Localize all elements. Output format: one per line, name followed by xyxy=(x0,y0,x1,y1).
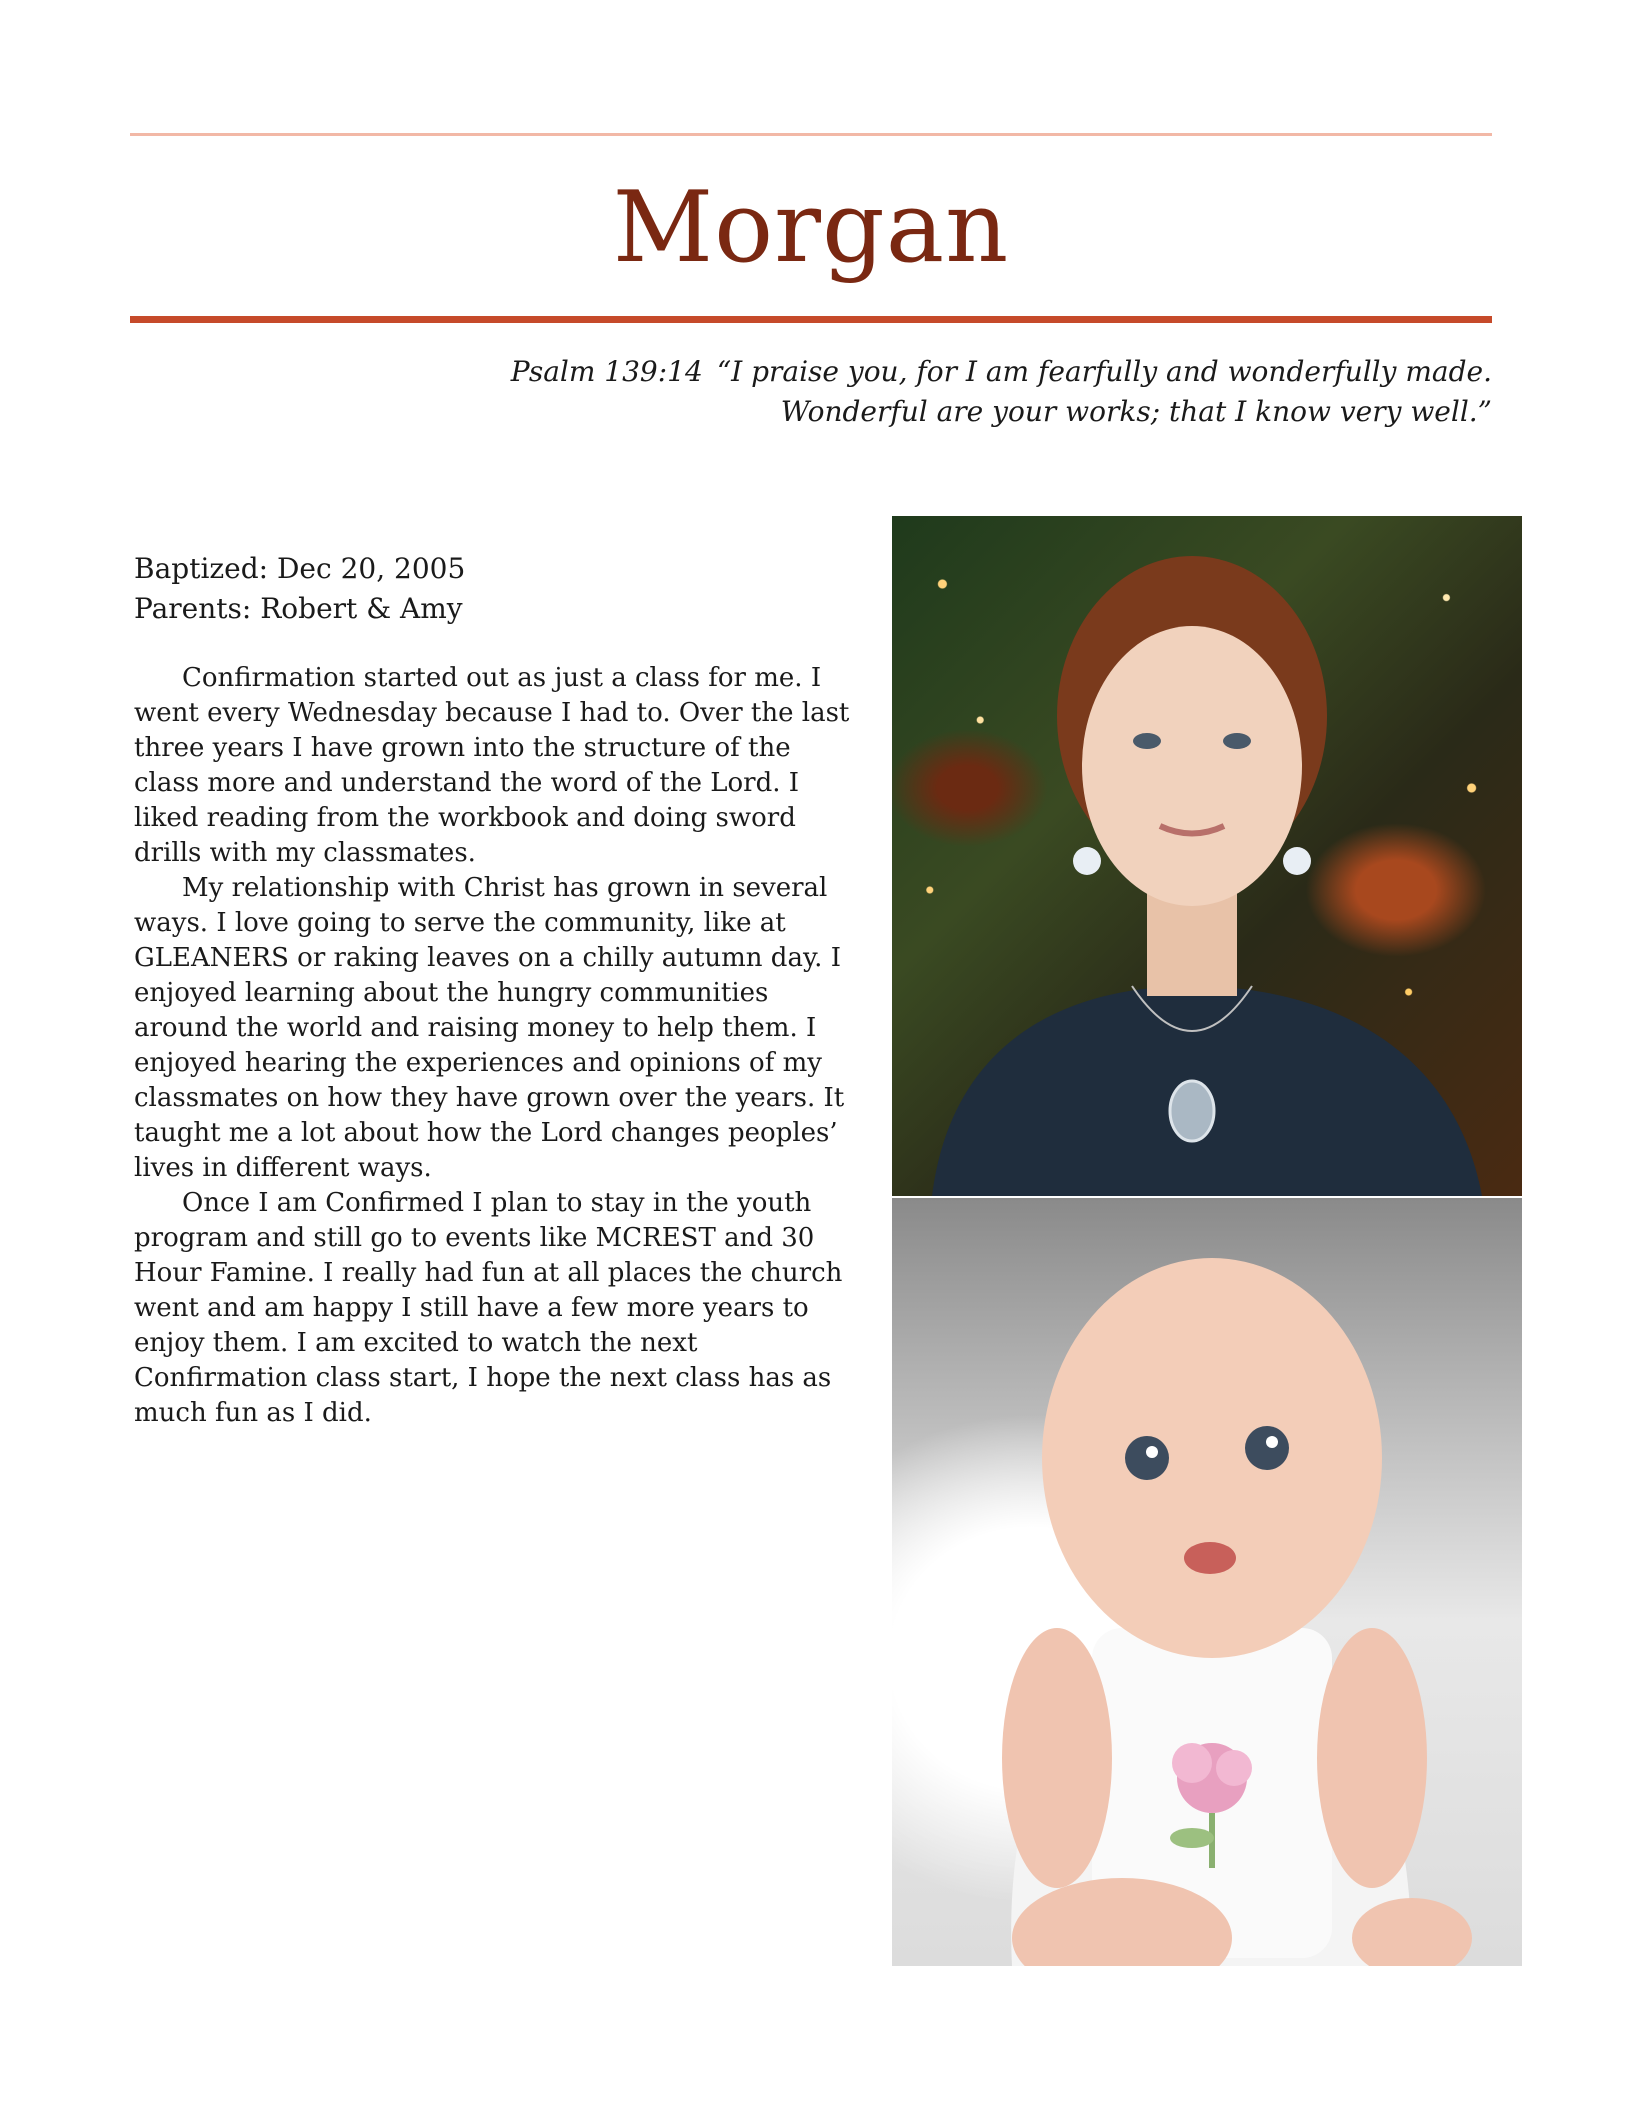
parents-names: Parents: Robert & Amy xyxy=(134,592,463,625)
baptized-date: Baptized: Dec 20, 2005 xyxy=(134,552,466,585)
scripture-quote xyxy=(392,352,1492,432)
quote-line-1 xyxy=(392,352,1492,392)
paragraph-3: Once I am Confirmed I plan to stay in the youth program and still go to events like MCREST and 30 Hour Famine. I really had fun at all places the church went and am happy I still have a few more years to enjoy them. I am excited to watch the next Confirmation class start, I hope the next class has as much fun as I did. xyxy=(134,1188,843,1428)
title-underline xyxy=(130,316,1492,323)
quote-line-2: Wonderful are your works; that I know very well.” xyxy=(780,395,1492,428)
teen-portrait-illustration xyxy=(892,516,1522,1196)
baby-photo xyxy=(892,1198,1522,1966)
reflection-text xyxy=(134,661,854,1431)
page-title: Morgan xyxy=(612,171,1010,285)
paragraph-1: Confirmation started out as just a class for me. I went every Wednesday because I had to. Over the last three years I have grown into the structure of the class more and understand the word of the Lord. I liked reading from the workbook and doing sword drills with my classmates. xyxy=(134,663,850,868)
quote-text-1: “I praise you, for I am fearfully and wonderfully made. xyxy=(716,355,1492,388)
teen-photo xyxy=(892,516,1522,1196)
paragraph-2: My relationship with Christ has grown in several ways. I love going to serve the community, like at GLEANERS or raking leaves on a chilly autumn day. I enjoyed learning about the hungry communities around the world and raising money to help them. I enjoyed hearing the experiences and opinions of my classmates on how they have grown over the years. It taught me a lot about how the Lord changes peoples’ lives in different ways. xyxy=(134,873,845,1183)
top-divider xyxy=(130,133,1492,136)
baby-portrait-illustration xyxy=(892,1198,1522,1966)
personal-info xyxy=(134,549,854,629)
quote-reference: Psalm 139:14 xyxy=(510,355,703,388)
